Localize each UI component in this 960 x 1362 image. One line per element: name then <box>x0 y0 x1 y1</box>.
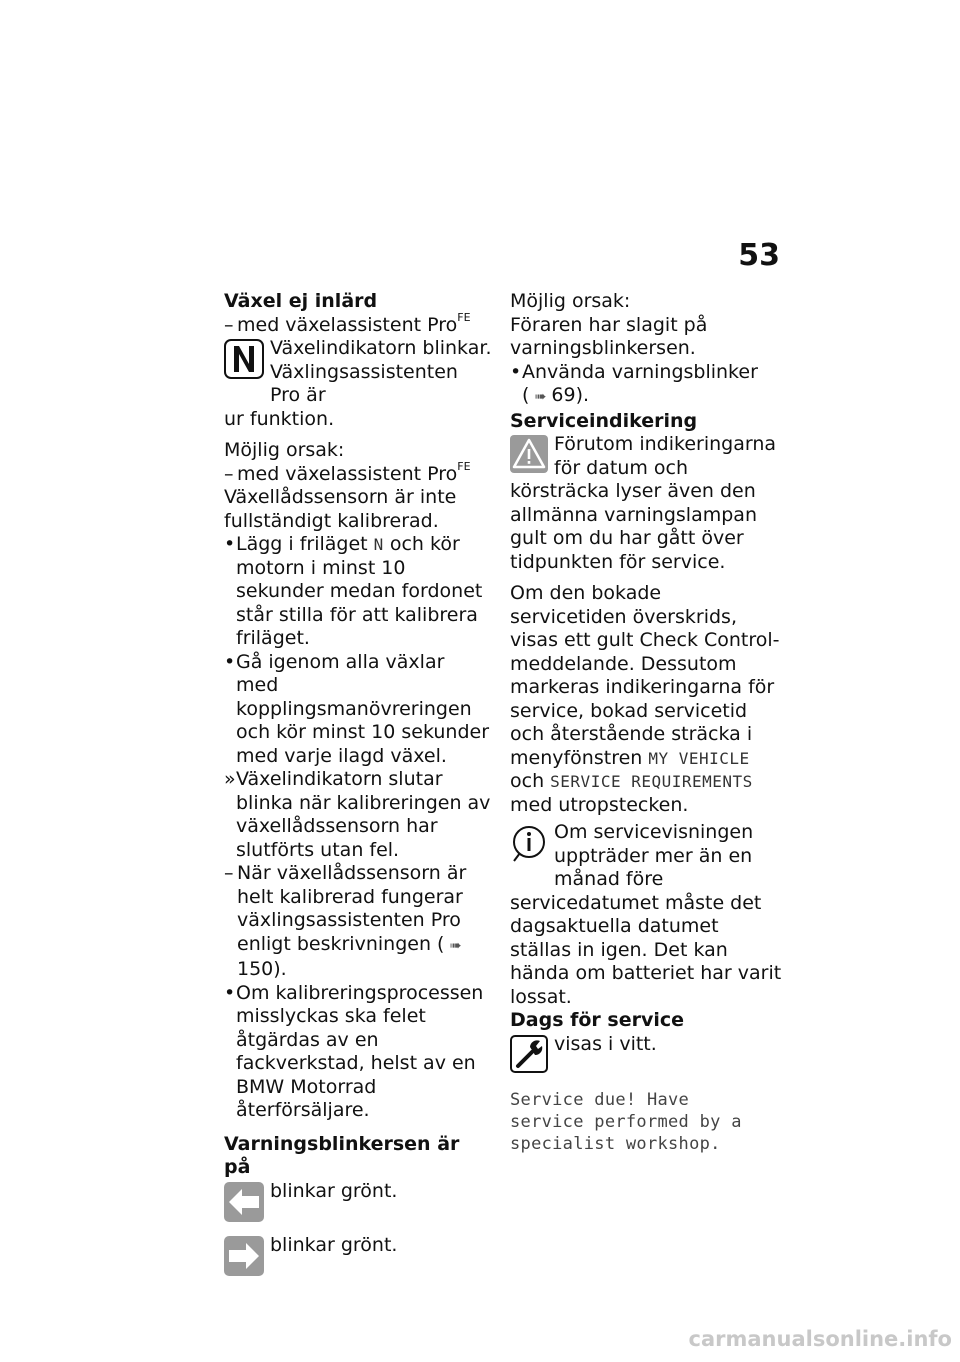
list-item-text: och kör motorn i minst 10 sekunder medan fordonet står stilla för att kalibrera friläget. <box>236 533 483 649</box>
info-icon <box>510 823 548 870</box>
list-item <box>224 651 492 769</box>
neutral-gear-code: N <box>373 535 384 554</box>
result-text: Växelindikatorn slutar blinka när kalibreringen av växellådssensorn har slutförts utan fel. <box>236 768 491 861</box>
cause-text: Föraren har slagit på varningsblinkersen. <box>510 313 708 359</box>
gear-indicator-block <box>224 337 492 431</box>
wrench-icon <box>510 1035 548 1080</box>
reference-arrow-icon: ➠ <box>534 389 547 405</box>
possible-cause-label: Möjlig orsak: <box>510 290 631 312</box>
left-column <box>224 290 492 1282</box>
right-arrow-icon <box>224 1236 264 1283</box>
warning-text: Förutom indikeringarna för datum och körsträcka lyser även den allmänna varningslampan gult om du har gått över tidpunkten för service. <box>510 433 777 573</box>
heading-service-due: Dags för service <box>510 1009 685 1031</box>
list-item-text: Använda varningsblinker <box>522 360 758 383</box>
display-message-line: service performed by a <box>510 1111 742 1132</box>
condition-line <box>224 459 492 487</box>
result-marker: » <box>224 768 236 790</box>
paragraph-text: och <box>510 770 551 792</box>
list-item <box>224 533 492 651</box>
footer-watermark: carmanualsonline.info <box>688 1327 952 1351</box>
condition-text: När växellådssensorn är helt kalibrerad fungerar växlingsassistenten Pro enligt beskrivningen <box>237 862 467 955</box>
condition-line <box>224 310 492 338</box>
possible-cause-label: Möjlig orsak: <box>224 439 345 461</box>
heading-hazard-lights: Varningsblinkersen är på <box>224 1132 460 1178</box>
left-arrow-text: blinkar grönt. <box>270 1179 398 1202</box>
right-arrow-text: blinkar grönt. <box>270 1233 398 1256</box>
heading-gear-not-learned: Växel ej inlärd <box>224 290 378 312</box>
dash-marker: – <box>224 862 234 884</box>
gear-indicator-line1: Växelindikatorn blinkar. <box>270 337 492 359</box>
bullet-marker: • <box>510 360 522 383</box>
display-message <box>510 1089 782 1155</box>
paragraph-text: med utropstecken. <box>510 793 689 816</box>
condition-item: – När växellådssensorn är helt kalibrerad fungerar växlingsassistenten Pro enligt beskrivningen ( ➠150). <box>224 862 467 980</box>
cause-text: Växellådssensorn är inte fullständigt kalibrerad. <box>224 486 457 532</box>
condition-superscript: FE <box>457 310 471 324</box>
info-text: Om servicevisningen uppträder mer än en månad före servicedatumet måste det dagsaktuella datumet ställas in igen. Det kan hända om batteriet har varit lossat. <box>510 821 782 1008</box>
paragraph-text: Om den bokade servicetiden överskrids, visas ett gult Check Control-meddelande. Dessutom markeras indikeringarna för service, bokad servicetid och återstående sträcka i menyfönstren <box>510 582 780 769</box>
display-message-line: Service due! Have <box>510 1089 690 1110</box>
bullet-marker: • <box>224 650 236 673</box>
page-reference[interactable]: 150). <box>237 958 287 980</box>
page-number: 53 <box>738 238 780 273</box>
gear-indicator-line2: Växlingsassistenten Pro är <box>270 360 458 406</box>
page-reference[interactable]: 69). <box>551 384 590 406</box>
gear-indicator-line3: ur funktion. <box>224 407 335 430</box>
dash-marker: – <box>224 313 234 336</box>
condition-text: med växelassistent Pro <box>237 462 458 485</box>
result-item <box>224 768 492 862</box>
wrench-text: visas i vitt. <box>554 1032 657 1055</box>
right-arrow-block <box>224 1234 492 1258</box>
list-item: • Använda varningsblinker ( ➠ 69). <box>510 361 782 410</box>
service-paragraph <box>510 582 782 817</box>
bullet-marker: • <box>224 533 236 555</box>
condition-superscript: FE <box>457 459 471 473</box>
left-arrow-block <box>224 1180 492 1228</box>
left-arrow-icon <box>224 1182 264 1229</box>
bullet-marker: • <box>224 981 236 1004</box>
display-message-line: specialist workshop. <box>510 1133 721 1154</box>
right-column <box>510 290 782 1155</box>
wrench-block <box>510 1033 782 1075</box>
condition-text: med växelassistent Pro <box>237 313 458 336</box>
warning-triangle-icon <box>510 435 548 480</box>
dash-marker: – <box>224 462 234 485</box>
n-gear-icon <box>224 339 264 386</box>
list-item-text: Lägg i friläget <box>236 533 374 555</box>
heading-service-indicator: Serviceindikering <box>510 409 698 432</box>
reference-arrow-icon: ➠ <box>449 937 462 954</box>
warning-block <box>510 433 782 574</box>
menu-name-my-vehicle: MY VEHICLE <box>648 748 750 768</box>
list-item-text: Om kalibreringsprocessen misslyckas ska felet åtgärdas av en fackverkstad, helst av en BMW Motorrad återförsäljare. <box>236 981 484 1121</box>
list-item <box>224 982 492 1123</box>
list-item-text: Gå igenom alla växlar med kopplingsmanövreringen och kör minst 10 sekunder med varje ilagd växel. <box>236 650 490 767</box>
info-block <box>510 821 782 1009</box>
menu-name-service-requirements: SERVICE REQUIREMENTS <box>550 772 753 791</box>
